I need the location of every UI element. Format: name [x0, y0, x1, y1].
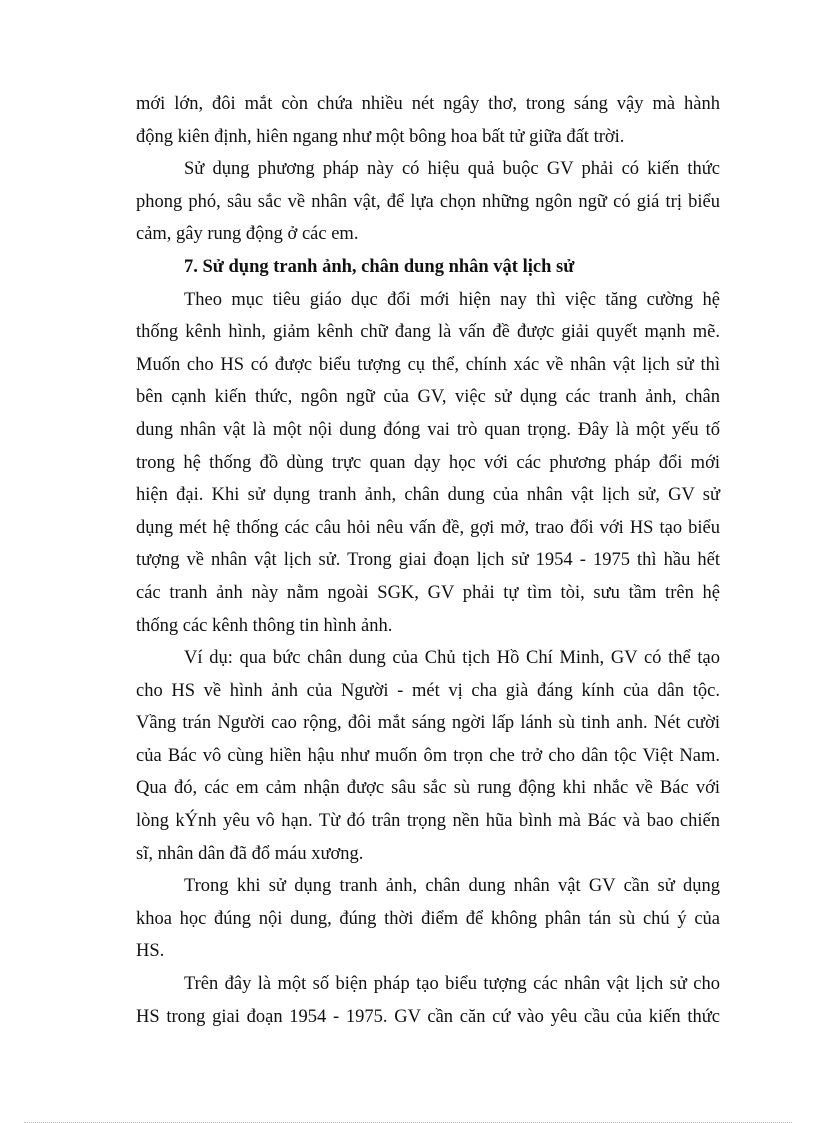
- text-line: động kiên định, hiên ngang như một bông hoa bất tử giữa đất trời.: [136, 126, 625, 147]
- text-line: HS.: [136, 941, 165, 962]
- text-line: lòng kÝnh yêu vô hạn. Từ đó trân trọng nền hũa bình mà Bác và bao chiến: [136, 811, 720, 832]
- text-line: bên cạnh kiến thức, ngôn ngữ của GV, việc sử dụng các tranh ảnh, chân: [136, 387, 720, 408]
- text-line: thống các kênh thông tin hình ảnh.: [136, 615, 393, 636]
- text-line: HS trong giai đoạn 1954 - 1975. GV cần căn cứ vào yêu cầu của kiến thức: [136, 1006, 720, 1027]
- section-heading: 7. Sử dụng tranh ảnh, chân dung nhân vật lịch sử: [184, 256, 575, 277]
- text-line: dung nhân vật là một nội dung đóng vai trò quan trọng. Đây là một yếu tố: [136, 419, 720, 440]
- text-line: khoa học đúng nội dung, đúng thời điểm để không phân tán sù chú ý của: [136, 908, 720, 929]
- text-line: hiện đại. Khi sử dụng tranh ảnh, chân dung của nhân vật lịch sử, GV sử: [136, 485, 720, 506]
- text-line: Muốn cho HS có được biểu tượng cụ thể, chính xác về nhân vật lịch sử thì: [136, 354, 720, 375]
- text-line: mới lớn, đôi mắt còn chứa nhiều nét ngây thơ, trong sáng vậy mà hành: [136, 94, 720, 114]
- text-line: cảm, gây rung động ở các em.: [136, 224, 359, 245]
- text-line: thống kênh hình, giảm kênh chữ đang là vấn đề được giải quyết mạnh mẽ.: [136, 322, 720, 343]
- text-line: dụng mét hệ thống các câu hỏi nêu vấn đề, gợi mở, trao đổi với HS tạo biểu: [136, 517, 720, 538]
- paragraph-start-line: Ví dụ: qua bức chân dung của Chủ tịch Hồ Chí Minh, GV có thể tạo: [184, 648, 720, 669]
- text-line: Vầng trán Người cao rộng, đôi mắt sáng ngời lấp lánh sù tinh anh. Nét cười: [136, 713, 720, 734]
- text-line: phong phó, sâu sắc về nhân vật, để lựa chọn những ngôn ngữ có giá trị biểu: [136, 191, 720, 212]
- text-line: các tranh ảnh này nằm ngoài SGK, GV phải tự tìm tòi, sưu tầm trên hệ: [136, 582, 720, 603]
- text-line: tượng về nhân vật lịch sử. Trong giai đoạn lịch sử 1954 - 1975 thì hầu hết: [136, 550, 720, 571]
- text-line: Qua đó, các em cảm nhận được sâu sắc sù rung động khi nhắc về Bác với: [136, 778, 720, 799]
- paragraph-start-line: Trong khi sử dụng tranh ảnh, chân dung nhân vật GV cần sử dụng: [184, 876, 720, 897]
- paragraph-start-line: Sử dụng phương pháp này có hiệu quả buộc GV phải có kiến thức: [184, 159, 720, 180]
- paragraph-start-line: Theo mục tiêu giáo dục đổi mới hiện nay thì việc tăng cường hệ: [184, 289, 720, 310]
- text-line: của Bác vô cùng hiền hậu như muốn ôm trọn che trở cho dân tộc Việt Nam.: [136, 745, 720, 766]
- text-line: sĩ, nhân dân đã đổ máu xương.: [136, 843, 364, 864]
- text-line: cho HS về hình ảnh của Người - mét vị cha già đáng kính của dân tộc.: [136, 680, 720, 701]
- body-text: [136, 88, 720, 1033]
- text-line: trong hệ thống đồ dùng trực quan dạy học với các phương pháp đổi mới: [136, 452, 720, 473]
- paragraph-start-line: Trên đây là một số biện pháp tạo biểu tượng các nhân vật lịch sử cho: [184, 974, 720, 995]
